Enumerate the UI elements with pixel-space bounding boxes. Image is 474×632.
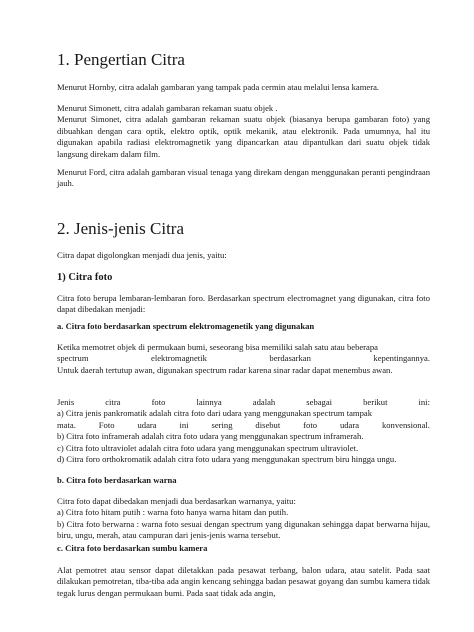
paragraph-text: Ketika memotret objek di permukaan bumi, seseorang bisa memiliki salah satu atau beberapa bbox=[57, 342, 378, 352]
list-citra-foto-lainnya bbox=[57, 397, 430, 465]
paragraph-text: Menurut Simonett, citra adalah gambaran rekaman suatu objek . bbox=[57, 103, 278, 113]
word: ini: bbox=[418, 397, 430, 407]
word: citra bbox=[105, 397, 121, 407]
word: Foto bbox=[98, 419, 115, 430]
section-1-paragraph-hornby bbox=[57, 82, 430, 93]
word: elektromagnetik bbox=[151, 353, 207, 364]
list-item: b) Citra foto berwarna : warna foto sesuai dengan spectrum yang digunakan sehingga dapat berwarna hijau, biru, ungu, merah, atau campuran dari jenis-jenis warna tersebut. bbox=[57, 518, 430, 541]
heading-sumbu-kamera: c. Citra foto berdasarkan sumbu kamera bbox=[57, 543, 208, 553]
section-2-title: 2. Jenis-jenis Citra bbox=[57, 219, 185, 238]
section-1-paragraph-simonett bbox=[57, 103, 430, 160]
word: foto bbox=[303, 419, 318, 430]
list-item: d) Citra foro orthokromatik adalah citra foto udara yang menggunakan spectrum biru hingga ungu. bbox=[57, 454, 397, 465]
word: mata. bbox=[57, 419, 76, 430]
word: disebut bbox=[255, 419, 281, 430]
justified-line bbox=[57, 353, 430, 364]
list-item: a) Citra foto hitam putih : warna foto hanya warna hitam dan putih. bbox=[57, 507, 289, 518]
paragraph-text: Citra dapat digolongkan menjadi dua jenis, yaitu: bbox=[57, 250, 227, 260]
word: sering bbox=[211, 419, 233, 430]
section-1-title: 1. Pengertian Citra bbox=[57, 50, 185, 69]
paragraph-warna bbox=[57, 496, 430, 542]
paragraph-text: Menurut Hornby, citra adalah gambaran yang tampak pada cermin atau melalui lensa kamera. bbox=[57, 82, 380, 92]
list-item: c) Citra foto ultraviolet adalah citra foto udara yang menggunakan spectrum ultraviolet. bbox=[57, 442, 359, 453]
paragraph-text: Menurut Ford, citra adalah gambaran visual tenaga yang direkam dengan menggunakan peranti pengindraan jauh. bbox=[57, 167, 430, 189]
word: spectrum bbox=[57, 353, 89, 364]
paragraph-text: Alat pemotret atau sensor dapat diletakkan pada pesawat terbang, balon udara, atau satelit. Pada saat dilakukan pemotretan, tiba-tiba ada angin kencang sehingga badan pesawat goyang dan sumbu kamera tidak tegak lurus dengan permukaan bumi. Pada saat tidak ada angin, bbox=[57, 565, 430, 598]
section-1-paragraph-ford bbox=[57, 167, 430, 190]
heading-warna: b. Citra foto berdasarkan warna bbox=[57, 475, 177, 485]
word: Jenis bbox=[57, 397, 75, 407]
justified-line bbox=[57, 397, 430, 408]
paragraph-spectrum bbox=[57, 342, 430, 376]
word: udara bbox=[137, 419, 157, 430]
paragraph-text: Citra foto berupa lembaran-lembaran foro. Berdasarkan spectrum electromagnet yang digunakan, citra foto dapat dibedakan menjadi: bbox=[57, 293, 430, 315]
word: lainnya bbox=[196, 397, 222, 407]
paragraph-sumbu-kamera bbox=[57, 565, 430, 599]
word: udara bbox=[339, 419, 360, 430]
list-item: a) Citra jenis pankromatik adalah citra foto dari udara yang menggunakan spectrum tampak bbox=[57, 408, 372, 419]
paragraph-text: Menurut Simonet, citra adalah gambaran rekaman suatu objek (biasanya berupa gambaran foto) yang dibuahkan dengan cara optik, elektro optik, optik mekanik, atau elektronik. Pada umumnya, hal itu digunakan apabila radiasi elektromagnetik yang dipancarkan atau dipantulkan dari suatu objek tidak langsung direkam dalam film. bbox=[57, 114, 430, 159]
list-item: b) Citra foto inframerah adalah citra foto udara yang menggunakan spectrum inframerah. bbox=[57, 431, 364, 442]
justified-line bbox=[57, 420, 430, 431]
section-2-intro bbox=[57, 250, 430, 261]
word: berdasarkan bbox=[269, 353, 311, 364]
word: adalah bbox=[252, 397, 276, 407]
paragraph-text: Citra foto dapat dibedakan menjadi dua berdasarkan warnanya, yaitu: bbox=[57, 496, 296, 506]
word: sebagai bbox=[306, 397, 333, 407]
subsection-citra-foto-paragraph bbox=[57, 293, 430, 316]
word: kepentingannya. bbox=[373, 353, 430, 364]
heading-spectrum: a. Citra foto berdasarkan spectrum elektromagenetik yang digunakan bbox=[57, 321, 315, 331]
word: foto bbox=[151, 397, 166, 407]
word: konvensional. bbox=[381, 419, 430, 430]
subsection-citra-foto-title: 1) Citra foto bbox=[57, 272, 113, 283]
paragraph-text: Untuk daerah tertutup awan, digunakan spectrum radar karena sinar radar dapat menembus awan. bbox=[57, 364, 393, 375]
word: ini bbox=[179, 419, 189, 430]
word: berikut bbox=[363, 397, 388, 407]
